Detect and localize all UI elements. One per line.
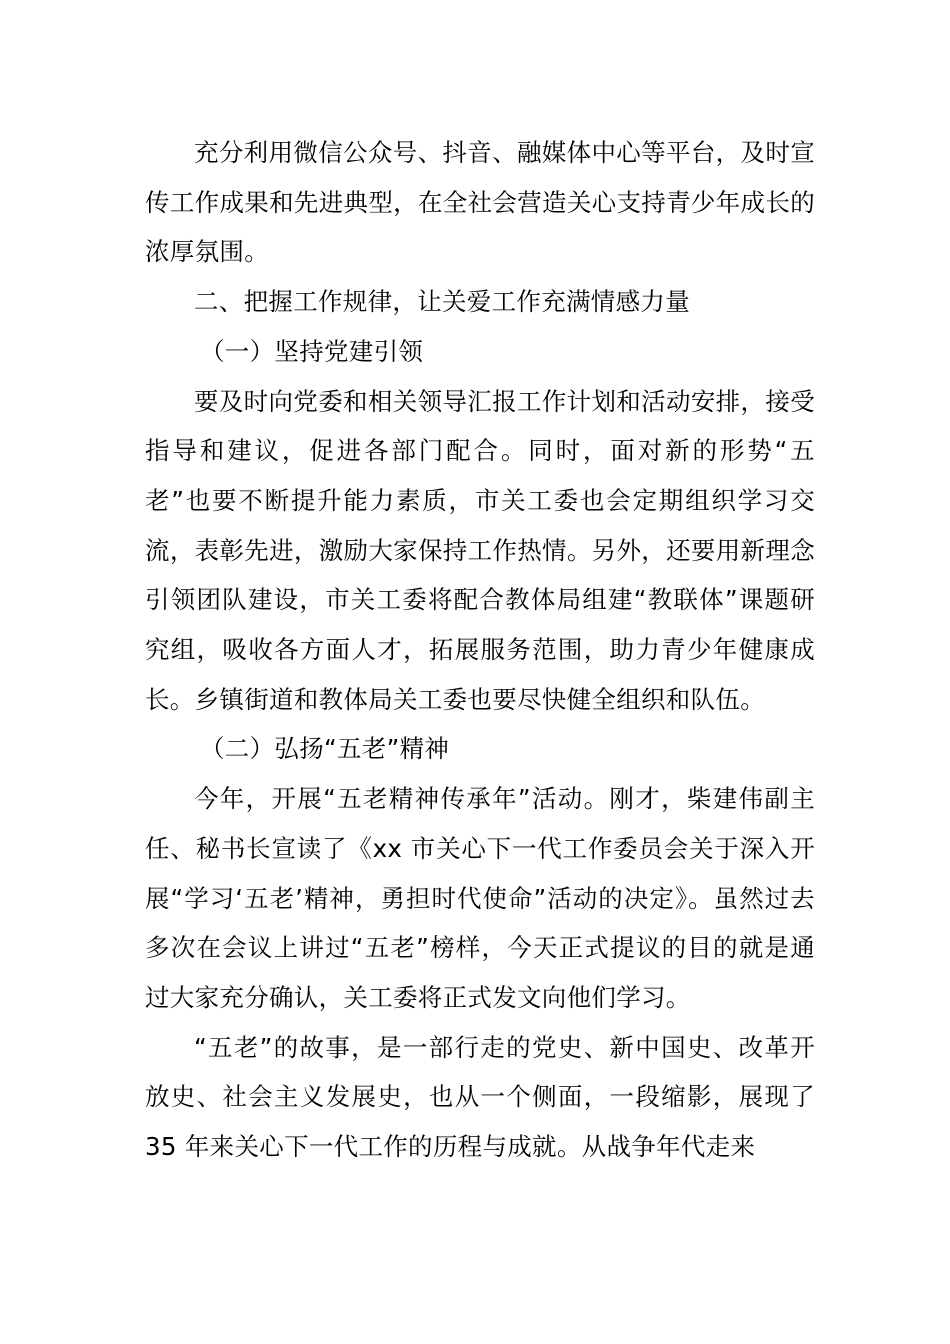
paragraph-party-building: 要及时向党委和相关领导汇报工作计划和活动安排，接受指导和建议，促进各部门配合。同时，面对新的形势“五老”也要不断提升能力素质，市关工委也会定期组织学习交流，表彰先进，激励大家保持工作热情。另外，还要用新理念引领团队建设，市关工委将配合教体局组建“教联体”课题研究组，吸收各方面人才，拓展服务范围，助力青少年健康成长。乡镇街道和教体局关工委也要尽快健全组织和队伍。: [145, 386, 815, 714]
paragraph-five-elders-story: “五老”的故事，是一部行走的党史、新中国史、改革开放史、社会主义发展史，也从一个侧面，一段缩影，展现了 35 年来关心下一代工作的历程与成就。从战争年代走来: [145, 1032, 815, 1162]
document-body: [145, 128, 815, 1172]
paragraph-publicity: 充分利用微信公众号、抖音、融媒体中心等平台，及时宣传工作成果和先进典型，在全社会营造关心支持青少年成长的浓厚氛围。: [145, 138, 815, 267]
section-heading-2: 二、把握工作规律，让关爱工作充满情感力量: [194, 287, 690, 317]
subsection-heading-2: （二）弘扬“五老”精神: [200, 734, 450, 764]
paragraph-five-elders-year: 今年，开展“五老精神传承年”活动。刚才，柴建伟副主任、秘书长宣读了《xx 市关心下一代工作委员会关于深入开展“学习‘五老’精神，勇担时代使命”活动的决定》。虽然过去多次在会议上讲过“五老”榜样，今天正式提议的目的就是通过大家充分确认，关工委将正式发文向他们学习。: [145, 784, 815, 1012]
subsection-heading-1: （一）坚持党建引领: [200, 336, 424, 366]
